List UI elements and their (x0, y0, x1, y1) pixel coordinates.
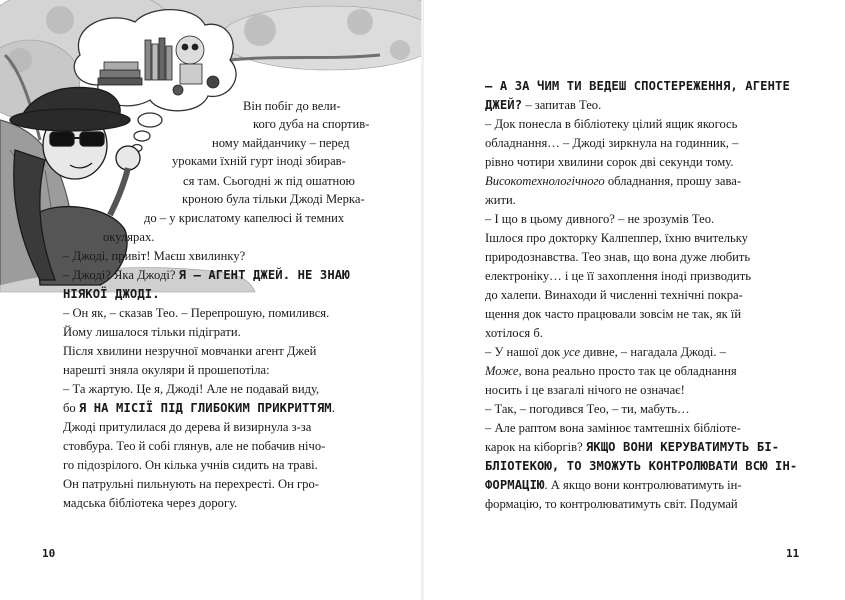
handwritten-emphasis: БЛІОТЕКОЮ, ТО ЗМОЖУТЬ КОНТРОЛЮВАТИ ВСЮ ІН- (485, 459, 798, 473)
body-text-line (485, 362, 737, 380)
body-text-line: електроніку… і це її захоплення іноді призводить (485, 269, 752, 283)
body-text-line: – Та жартую. Це я, Джоді! Але не подавай виду, (63, 382, 320, 396)
body-text-line (485, 96, 601, 114)
body-text-line: ся там. Сьогодні ж під ошатною (183, 174, 355, 188)
body-text-line: мадська бібліотека через дорогу. (63, 496, 238, 510)
body-text: . А якщо вони контролюватимуть ін- (544, 478, 742, 492)
body-text-line: – Он як, – сказав Тео. – Перепрошую, помилився. (63, 306, 330, 320)
body-text-line: – І що в цьому дивного? – не зрозумів Тео. (485, 212, 715, 226)
page-number: 11 (786, 547, 800, 560)
body-text-line: ному майданчику – перед (212, 136, 350, 150)
body-text-line: – Але раптом вона замінює тамтешніх бібліоте- (485, 421, 741, 435)
body-text-line: Он патрульні пильнують на перехресті. Он гро- (63, 477, 319, 491)
left-page (0, 0, 422, 600)
handwritten-emphasis: ДЖЕЙ? (485, 98, 523, 112)
handwritten-emphasis: ЯКЩО ВОНИ КЕРУВАТИМУТЬ БІ- (585, 440, 780, 454)
body-text-line (485, 438, 779, 456)
handwritten-emphasis: Я НА МІСІЇ ПІД ГЛИБОКИМ ПРИКРИТТЯМ (78, 401, 332, 415)
body-text-line: стовбура. Тео й собі глянув, але не побачив нічо- (63, 439, 326, 453)
body-text-line: го підозрілого. Он кілька учнів сидить на траві. (63, 458, 318, 472)
body-text: бо (63, 401, 79, 415)
body-text-line (485, 476, 742, 494)
handwritten-emphasis: Я – АГЕНТ ДЖЕЙ. НЕ ЗНАЮ (178, 268, 350, 282)
body-text: дивне, – нагадала Джоді. – (580, 345, 727, 359)
body-text-line: Він побіг до вели- (243, 99, 341, 113)
body-text-line (63, 399, 335, 417)
body-text-line: Джоді притулилася до дерева й визирнула з-за (63, 420, 312, 434)
body-text-line: природознавства. Тео знав, що вона дуже любить (485, 250, 751, 264)
body-text-line: формацію, то контролюватимуть світ. Подумай (485, 497, 738, 511)
body-text-line: кого дуба на спортив- (253, 117, 370, 131)
italic-text: Може (485, 364, 519, 378)
body-text-line: кроною була тільки Джоді Мерка- (182, 192, 365, 206)
body-text-line (485, 172, 741, 190)
body-text-line: окулярах. (103, 230, 155, 244)
body-text-line (63, 266, 350, 284)
dialogue-text: – Джоді? Яка Джоді? (63, 268, 179, 282)
body-text-line: носить і це взагалі нічого не означає! (485, 383, 685, 397)
body-text-line: до – у крислатому капелюсі й темних (144, 211, 345, 225)
body-text: карок на кіборгів? (485, 440, 586, 454)
body-text: – У нашої док (485, 345, 564, 359)
right-page (423, 0, 845, 600)
body-text-line (485, 343, 726, 361)
body-text-line: Йому лишалося тільки підіграти. (63, 325, 241, 339)
italic-text: Високотехнологічного (485, 174, 605, 188)
body-text-line: рівно чотири хвилини сорок дві секунди тому. (485, 155, 734, 169)
body-text-line: уроками їхній гурт іноді збирав- (172, 154, 346, 168)
body-text-line: хотілося б. (485, 326, 543, 340)
body-text-line: – Док понесла в бібліотеку цілий ящик якогось (485, 117, 738, 131)
body-text: обладнання, прошу зава- (604, 174, 742, 188)
body-text-line: – Джоді, привіт! Маєш хвилинку? (63, 249, 246, 263)
page-number: 10 (42, 547, 56, 560)
body-text-line: щення док часто працювали зовсім не так, як їй (485, 307, 742, 321)
body-text-line: нарешті зняла окуляри й прошепотіла: (63, 363, 270, 377)
body-text-line: – Так, – погодився Тео, – ти, мабуть… (485, 402, 690, 416)
handwritten-emphasis: – А ЗА ЧИМ ТИ ВЕДЕШ СПОСТЕРЕЖЕННЯ, АГЕНТЕ (485, 79, 790, 93)
body-text-line: жити. (485, 193, 516, 207)
handwritten-emphasis: ФОРМАЦІЮ (485, 478, 545, 492)
body-text-line: до халепи. Винаходи й численні технічні покра- (485, 288, 743, 302)
punctuation: . (331, 401, 335, 415)
body-text-line: Ішлося про докторку Калпеппер, їхню вчительку (485, 231, 748, 245)
handwritten-emphasis: НІЯКОЇ ДЖОДІ. (63, 287, 160, 301)
body-text: , вона реально просто так це обладнання (518, 364, 737, 378)
body-text: – запитав Тео. (522, 98, 602, 112)
italic-text: усе (563, 345, 581, 359)
body-text-line: обладнання… – Джоді зиркнула на годинник, – (485, 136, 739, 150)
body-text-line: Після хвилини незручної мовчанки агент Джей (63, 344, 317, 358)
